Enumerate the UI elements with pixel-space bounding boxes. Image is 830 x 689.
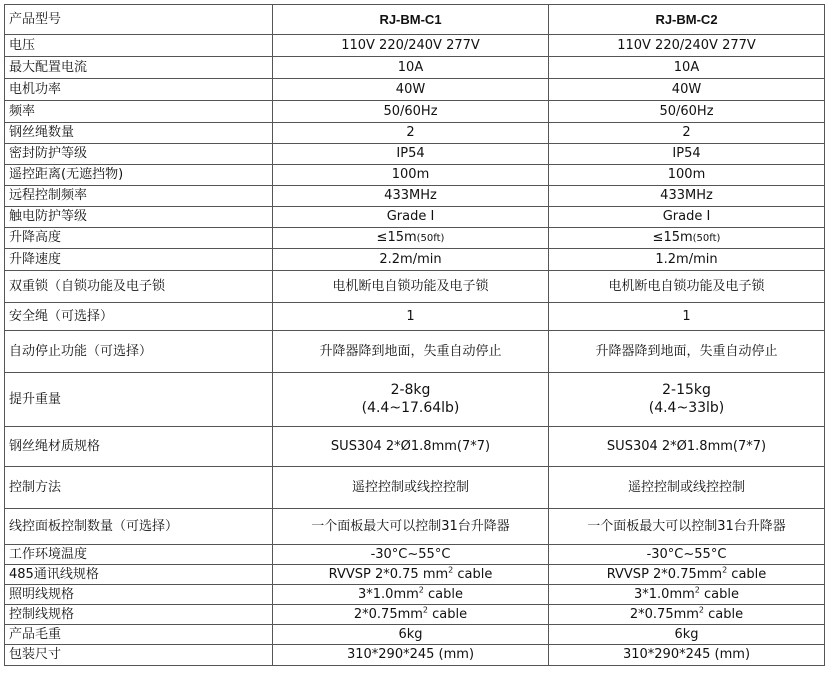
- row-label: 自动停止功能（可选择）: [5, 331, 273, 373]
- cell-c1: 40W: [273, 79, 549, 101]
- row-label: 触电防护等级: [5, 207, 273, 228]
- cell-c1: 2: [273, 123, 549, 144]
- row-label: 提升重量: [5, 373, 273, 427]
- table-row: [5, 249, 825, 271]
- table-row: [5, 625, 825, 645]
- cell-c1: 310*290*245 (mm): [273, 645, 549, 666]
- cell-c2: [549, 565, 825, 585]
- cell-c2: 310*290*245 (mm): [549, 645, 825, 666]
- row-label: 电机功率: [5, 79, 273, 101]
- weight-value: 2-15kg: [662, 382, 711, 398]
- cell-c1: [273, 565, 549, 585]
- header-model-c2: RJ-BM-C2: [549, 5, 825, 35]
- row-label: 最大配置电流: [5, 57, 273, 79]
- row-label: 升降高度: [5, 228, 273, 249]
- table-row: [5, 101, 825, 123]
- row-label: 钢丝绳数量: [5, 123, 273, 144]
- cable-spec: 2*0.75mm: [353, 606, 423, 622]
- row-label: 电压: [5, 35, 273, 57]
- cell-c1: 6kg: [273, 625, 549, 645]
- cell-c1: 100m: [273, 165, 549, 186]
- table-row: [5, 35, 825, 57]
- height-value: ≤15m: [652, 230, 693, 246]
- cable-spec-sup: 2: [722, 565, 728, 575]
- cable-spec-sup: 2: [694, 585, 700, 595]
- weight-value-lb: (4.4~17.64lb): [361, 399, 460, 416]
- cell-c2: 2: [549, 123, 825, 144]
- table-row: [5, 509, 825, 545]
- cell-c2: Grade I: [549, 207, 825, 228]
- cell-c1: [273, 228, 549, 249]
- row-label: 密封防护等级: [5, 144, 273, 165]
- row-label: 频率: [5, 101, 273, 123]
- cell-c1: 1: [273, 303, 549, 331]
- row-label: 控制线规格: [5, 605, 273, 625]
- cell-c1: 50/60Hz: [273, 101, 549, 123]
- cell-c2: IP54: [549, 144, 825, 165]
- cell-c2: [549, 228, 825, 249]
- cable-spec-unit: cable: [428, 606, 468, 622]
- cell-c1: 升降器降到地面，失重自动停止: [273, 331, 549, 373]
- cable-spec: 3*1.0mm: [634, 586, 695, 602]
- cable-spec-sup: 2: [422, 605, 429, 615]
- cable-spec-unit: cable: [423, 586, 463, 602]
- table-row: [5, 271, 825, 303]
- row-label: 照明线规格: [5, 585, 273, 605]
- table-row: [5, 123, 825, 144]
- cell-c2: [549, 585, 825, 605]
- cell-c1: 一个面板最大可以控制31台升降器: [273, 509, 549, 545]
- cell-c2: [549, 373, 825, 427]
- cell-c2: -30°C~55°C: [549, 545, 825, 565]
- cable-spec-unit: cable: [699, 586, 739, 602]
- cable-spec: 2*0.75mm: [629, 606, 699, 622]
- cell-c1: 433MHz: [273, 186, 549, 207]
- cable-spec-sup: 2: [698, 605, 705, 615]
- table-header-row: [5, 5, 825, 35]
- row-label: 工作环境温度: [5, 545, 273, 565]
- table-row: [5, 186, 825, 207]
- table-row: [5, 545, 825, 565]
- row-label: 线控面板控制数量（可选择）: [5, 509, 273, 545]
- cell-c2: 100m: [549, 165, 825, 186]
- table-row: [5, 57, 825, 79]
- table-row: [5, 331, 825, 373]
- table-row: [5, 79, 825, 101]
- spec-table: [4, 4, 825, 666]
- cell-c1: [273, 585, 549, 605]
- cable-spec: RVVSP 2*0.75mm: [606, 566, 723, 582]
- row-label: 升降速度: [5, 249, 273, 271]
- cell-c1: -30°C~55°C: [273, 545, 549, 565]
- table-row: [5, 467, 825, 509]
- cell-c2: 50/60Hz: [549, 101, 825, 123]
- cable-spec: 3*1.0mm: [358, 586, 419, 602]
- table-row: [5, 585, 825, 605]
- cell-c2: 10A: [549, 57, 825, 79]
- height-note: (50ft): [416, 233, 445, 245]
- cell-c2: 40W: [549, 79, 825, 101]
- cell-c2: 升降器降到地面，失重自动停止: [549, 331, 825, 373]
- cell-c2: 电机断电自锁功能及电子锁: [549, 271, 825, 303]
- cable-spec-sup: 2: [448, 565, 454, 575]
- table-row: [5, 427, 825, 467]
- table-row: [5, 207, 825, 228]
- cell-c1: 电机断电自锁功能及电子锁: [273, 271, 549, 303]
- cell-c2: 110V 220/240V 277V: [549, 35, 825, 57]
- cell-c2: [549, 605, 825, 625]
- row-label: 485通讯线规格: [5, 565, 273, 585]
- cell-c2: 遥控控制或线控控制: [549, 467, 825, 509]
- row-label: 远程控制频率: [5, 186, 273, 207]
- cell-c2: 一个面板最大可以控制31台升降器: [549, 509, 825, 545]
- cell-c1: Grade I: [273, 207, 549, 228]
- cable-spec-sup: 2: [418, 585, 424, 595]
- cell-c2: 1: [549, 303, 825, 331]
- weight-value: 2-8kg: [390, 382, 431, 398]
- table-row: [5, 373, 825, 427]
- cable-spec-unit: cable: [727, 566, 767, 582]
- table-row: [5, 144, 825, 165]
- weight-value-lb: (4.4~33lb): [648, 399, 725, 416]
- row-label: 产品毛重: [5, 625, 273, 645]
- header-model-c1: RJ-BM-C1: [273, 5, 549, 35]
- cable-spec: RVVSP 2*0.75 mm: [328, 566, 449, 582]
- cell-c2: 1.2m/min: [549, 249, 825, 271]
- table-row: [5, 228, 825, 249]
- cell-c1: 110V 220/240V 277V: [273, 35, 549, 57]
- cell-c2: 6kg: [549, 625, 825, 645]
- height-value: ≤15m: [376, 230, 417, 246]
- cell-c1: IP54: [273, 144, 549, 165]
- row-label: 双重锁（自锁功能及电子锁: [5, 271, 273, 303]
- row-label: 安全绳（可选择）: [5, 303, 273, 331]
- row-label: 包装尺寸: [5, 645, 273, 666]
- table-row: [5, 645, 825, 666]
- row-label: 钢丝绳材质规格: [5, 427, 273, 467]
- row-label: 控制方法: [5, 467, 273, 509]
- cable-spec-unit: cable: [704, 606, 744, 622]
- cell-c1: [273, 605, 549, 625]
- cell-c1: 遥控控制或线控控制: [273, 467, 549, 509]
- row-label: 遥控距离(无遮挡物): [5, 165, 273, 186]
- table-row: [5, 303, 825, 331]
- table-row: [5, 565, 825, 585]
- cell-c2: 433MHz: [549, 186, 825, 207]
- table-row: [5, 165, 825, 186]
- header-model-label: 产品型号: [5, 5, 273, 35]
- cell-c1: [273, 373, 549, 427]
- height-note: (50ft): [692, 233, 721, 245]
- cell-c1: 2.2m/min: [273, 249, 549, 271]
- table-row: [5, 605, 825, 625]
- cable-spec-unit: cable: [453, 566, 493, 582]
- cell-c1: SUS304 2*Ø1.8mm(7*7): [273, 427, 549, 467]
- cell-c2: SUS304 2*Ø1.8mm(7*7): [549, 427, 825, 467]
- cell-c1: 10A: [273, 57, 549, 79]
